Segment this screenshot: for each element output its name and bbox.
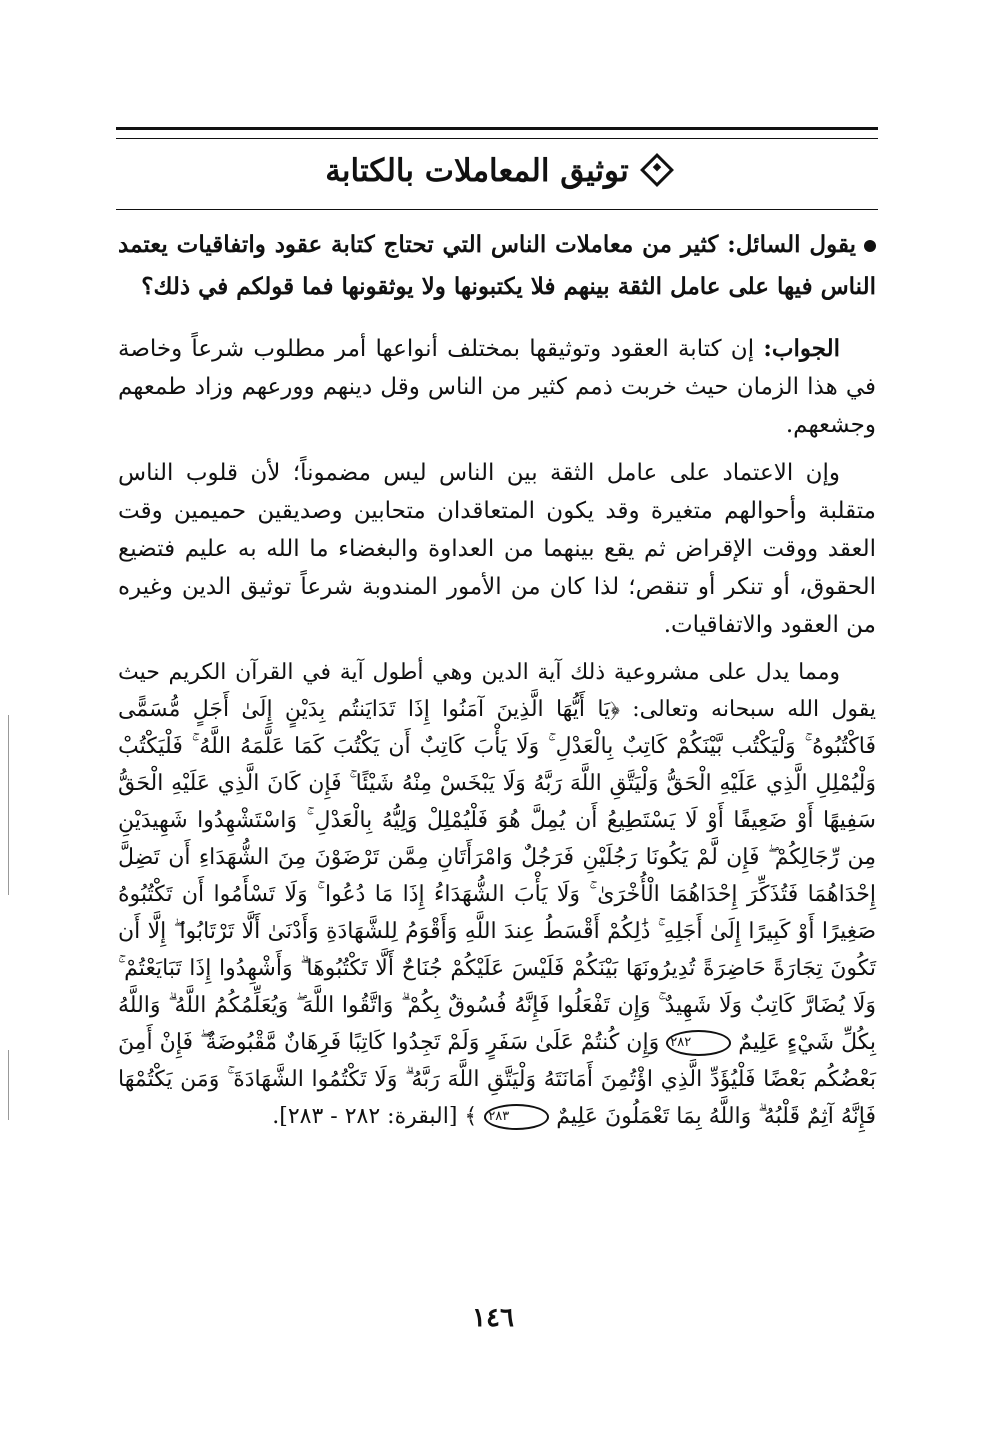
quran-open-bracket: ﴿ (610, 697, 620, 722)
scan-edge-mark (8, 715, 9, 895)
article-body (118, 224, 876, 1145)
question-text: كثير من معاملات الناس التي تحتاج كتابة عقود واتفاقيات يعتمد الناس فيها على عامل الثقة بينهم فلا يكتبونها ولا يوثقونها فما قولكم في ذلك؟ (118, 231, 876, 300)
quran-verse-282: يَا أَيُّهَا الَّذِينَ آمَنُوا إِذَا تَدَايَنتُم بِدَيْنٍ إِلَىٰ أَجَلٍ مُّسَمًّى فَاكْتُبُوهُ ۚ وَلْيَكْتُب بَّيْنَكُمْ كَاتِبٌ بِالْعَدْلِ ۚ وَلَا يَأْبَ كَاتِبٌ أَن يَكْتُبَ كَمَا عَلَّمَهُ اللَّهُ ۚ فَلْيَكْتُبْ وَلْيُمْلِلِ الَّذِي عَلَيْهِ الْحَقُّ وَلْيَتَّقِ اللَّهَ رَبَّهُ وَلَا يَبْخَسْ مِنْهُ شَيْئًا ۚ فَإِن كَانَ الَّذِي عَلَيْهِ الْحَقُّ سَفِيهًا أَوْ ضَعِيفًا أَوْ لَا يَسْتَطِيعُ أَن يُمِلَّ هُوَ فَلْيُمْلِلْ وَلِيُّهُ بِالْعَدْلِ ۚ وَاسْتَشْهِدُوا شَهِيدَيْنِ مِن رِّجَالِكُمْ ۖ فَإِن لَّمْ يَكُونَا رَجُلَيْنِ فَرَجُلٌ وَامْرَأَتَانِ مِمَّن تَرْضَوْنَ مِنَ الشُّهَدَاءِ أَن تَضِلَّ إِحْدَاهُمَا فَتُذَكِّرَ إِحْدَاهُمَا الْأُخْرَىٰ ۚ وَلَا يَأْبَ الشُّهَدَاءُ إِذَا مَا دُعُوا ۚ وَلَا تَسْأَمُوا أَن تَكْتُبُوهُ صَغِيرًا أَوْ كَبِيرًا إِلَىٰ أَجَلِهِ ۚ ذَٰلِكُمْ أَقْسَطُ عِندَ اللَّهِ وَأَقْوَمُ لِلشَّهَادَةِ وَأَدْنَىٰ أَلَّا تَرْتَابُوا ۖ إِلَّا أَن تَكُونَ تِجَارَةً حَاضِرَةً تُدِيرُونَهَا بَيْنَكُمْ فَلَيْسَ عَلَيْكُمْ جُنَاحٌ أَلَّا تَكْتُبُوهَا ۗ وَأَشْهِدُوا إِذَا تَبَايَعْتُمْ ۚ وَلَا يُضَارَّ كَاتِبٌ وَلَا شَهِيدٌ ۚ وَإِن تَفْعَلُوا فَإِنَّهُ فُسُوقٌ بِكُمْ ۗ وَاتَّقُوا اللَّهَ ۖ وَيُعَلِّمُكُمُ اللَّهُ ۗ وَاللَّهُ بِكُلِّ شَيْءٍ عَلِيمٌ (118, 697, 876, 1055)
ayah-number-mark: ٢٨٢ (666, 1030, 731, 1056)
body-paragraph: وإن الاعتماد على عامل الثقة بين الناس ليس مضموناً؛ لأن قلوب الناس متقلبة وأحوالهم متغيرة وقد يكون المتعاقدان متحابين وصديقين حميمين وقت العقد ووقت الإقراض ثم يقع بينهما من العداوة والبغضاء ما الله به عليم فتضيع الحقوق، أو تنكر أو تنقص؛ لذا كان من الأمور المندوبة شرعاً توثيق الدين وغيره من العقود والاتفاقيات. (118, 460, 876, 638)
diamond-icon (640, 153, 674, 187)
quran-paragraph (118, 654, 876, 1135)
bullet-icon (864, 240, 876, 252)
question-label: يقول السائل: (727, 231, 857, 258)
chapter-title: توثيق المعاملات بالكتابة (325, 153, 629, 189)
scan-edge-mark (8, 1050, 9, 1120)
header-double-rule (116, 127, 878, 139)
answer-text: إن كتابة العقود وتوثيقها بمختلف أنواعها أمر مطلوب شرعاً وخاصة في هذا الزمان حيث خربت ذمم كثير من الناس وقل دينهم وورعهم وزاد طمعهم وجشعهم. (118, 336, 876, 438)
header-bottom-rule (116, 209, 878, 210)
quran-intro-text: ومما يدل على مشروعية ذلك آية الدين وهي أطول آية في القرآن الكريم حيث يقول الله سبحانه وتعالى: (118, 660, 876, 722)
chapter-heading (116, 143, 878, 199)
answer-paragraph (118, 330, 876, 444)
citation: [البقرة: ٢٨٢ - ٢٨٣]. (272, 1104, 458, 1129)
question-paragraph (118, 224, 876, 308)
ayah-number-mark: ٢٨٣ (484, 1104, 549, 1130)
quran-close-bracket: ﴾ (464, 1104, 478, 1129)
page-number: ١٤٦ (472, 1303, 514, 1333)
quran-verse-283: وَإِن كُنتُمْ عَلَىٰ سَفَرٍ وَلَمْ تَجِدُوا كَاتِبًا فَرِهَانٌ مَّقْبُوضَةٌ ۖ فَإِنْ أَمِنَ بَعْضُكُم بَعْضًا فَلْيُؤَدِّ الَّذِي اؤْتُمِنَ أَمَانَتَهُ وَلْيَتَّقِ اللَّهَ رَبَّهُ ۗ وَلَا تَكْتُمُوا الشَّهَادَةَ ۚ وَمَن يَكْتُمْهَا فَإِنَّهُ آثِمٌ قَلْبُهُ ۗ وَاللَّهُ بِمَا تَعْمَلُونَ عَلِيمٌ (118, 1030, 876, 1129)
answer-label: الجواب: (763, 335, 840, 362)
